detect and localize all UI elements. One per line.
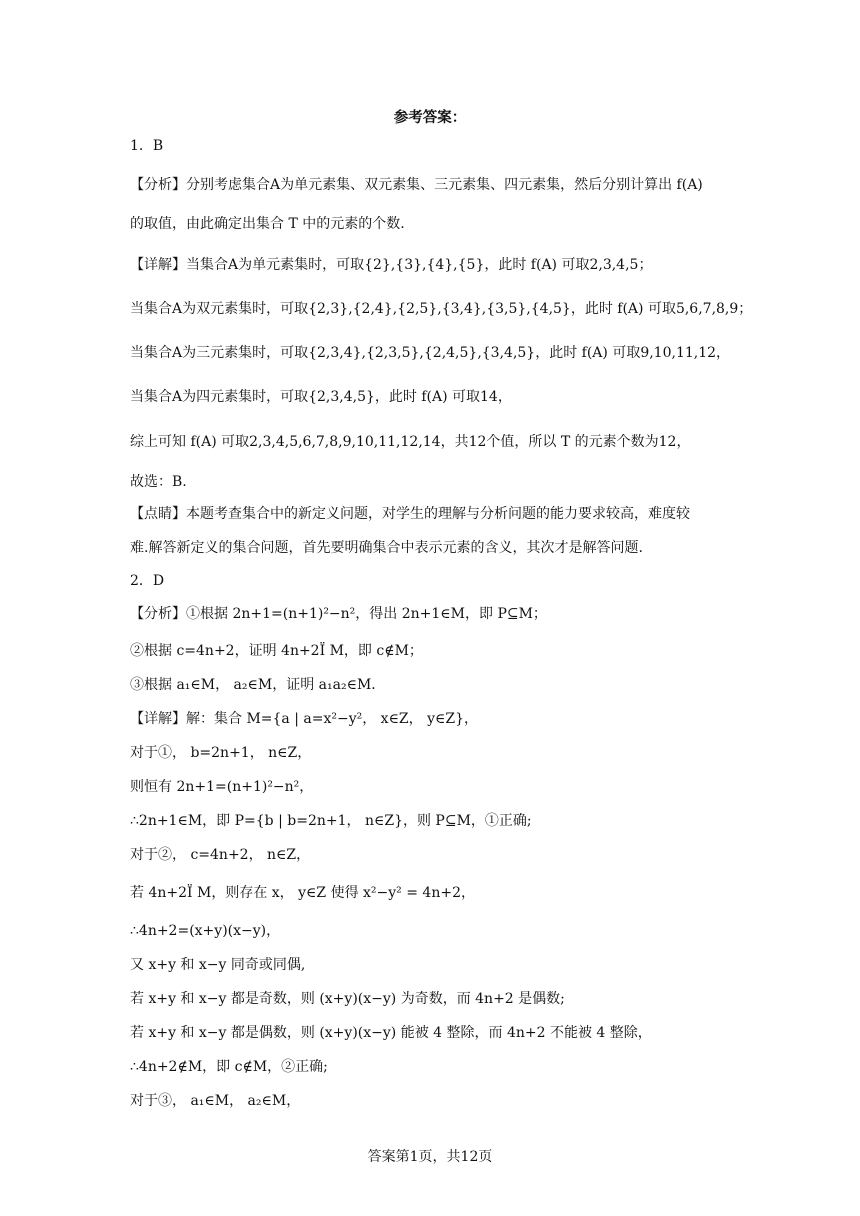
page-title: 参考答案： (393, 110, 467, 126)
text-line: 若 x+y 和 x−y 都是偶数，则 (x+y)(x−y) 能被 4 整除，而 4n+2 不能被 4 整除， (130, 1025, 652, 1041)
text-line: 当集合A为双元素集时，可取{2,3},{2,4},{2,5},{3,4},{3,5},{4,5}，此时 f(A) 可取5,6,7,8,9； (130, 301, 753, 317)
text-line: 综上可知 f(A) 可取2,3,4,5,6,7,8,9,10,11,12,14，共12个值，所以 T 的元素个数为12， (130, 434, 691, 450)
text-line: 当集合A为三元素集时，可取{2,3,4},{2,3,5},{2,4,5},{3,4,5}，此时 f(A) 可取9,10,11,12， (130, 345, 731, 361)
text-line: 2．D (130, 573, 165, 589)
text-line: 【分析】分别考虑集合A为单元素集、双元素集、三元素集、四元素集，然后分别计算出 f(A) (130, 177, 703, 193)
text-line: 【分析】①根据 2n+1=(n+1)²−n²，得出 2n+1∈M，即 P⊆M； (130, 606, 547, 622)
text-line: 若 x+y 和 x−y 都是奇数，则 (x+y)(x−y) 为奇数，而 4n+2 是偶数; (130, 991, 565, 1007)
text-line: 当集合A为四元素集时，可取{2,3,4,5}，此时 f(A) 可取14， (130, 389, 512, 405)
text-line: 故选：B. (130, 474, 187, 490)
text-line: 则恒有 2n+1=(n+1)²−n²， (130, 779, 314, 795)
text-line: 难.解答新定义的集合问题，首先要明确集合中表示元素的含义，其次才是解答问题. (130, 540, 643, 556)
text-line: 【点睛】本题考查集合中的新定义问题，对学生的理解与分析问题的能力要求较高，难度较 (130, 506, 690, 522)
text-line: ③根据 a₁∈M， a₂∈M，证明 a₁a₂∈M． (130, 677, 386, 693)
text-line: 【详解】当集合A为单元素集时，可取{2},{3},{4},{5}，此时 f(A) 可取2,3,4,5； (130, 257, 653, 273)
text-line: ∴4n+2∉M，即 c∉M，②正确; (130, 1059, 328, 1075)
text-line: ∴2n+1∈M，即 P={b | b=2n+1， n∈Z}，则 P⊆M，①正确; (130, 813, 532, 829)
text-line: 1．B (130, 138, 164, 154)
text-line: 对于③， a₁∈M， a₂∈M， (130, 1093, 301, 1109)
page-footer: 答案第1页，共12页 (367, 1149, 493, 1165)
text-line: 【详解】解：集合 M={a | a=x²−y²， x∈Z， y∈Z}， (130, 711, 479, 727)
text-line: 对于①， b=2n+1， n∈Z， (130, 745, 312, 761)
text-line: 对于②， c=4n+2， n∈Z， (130, 847, 311, 863)
text-line: 的取值，由此确定出集合 T 中的元素的个数. (130, 216, 405, 232)
text-line: 又 x+y 和 x−y 同奇或同偶, (130, 957, 306, 973)
text-line: 若 4n+2Ï M，则存在 x， y∈Z 使得 x²−y² = 4n+2， (130, 885, 475, 901)
text-line: ②根据 c=4n+2，证明 4n+2Ï M，即 c∉M； (130, 643, 423, 659)
text-line: ∴4n+2=(x+y)(x−y)， (130, 923, 281, 939)
